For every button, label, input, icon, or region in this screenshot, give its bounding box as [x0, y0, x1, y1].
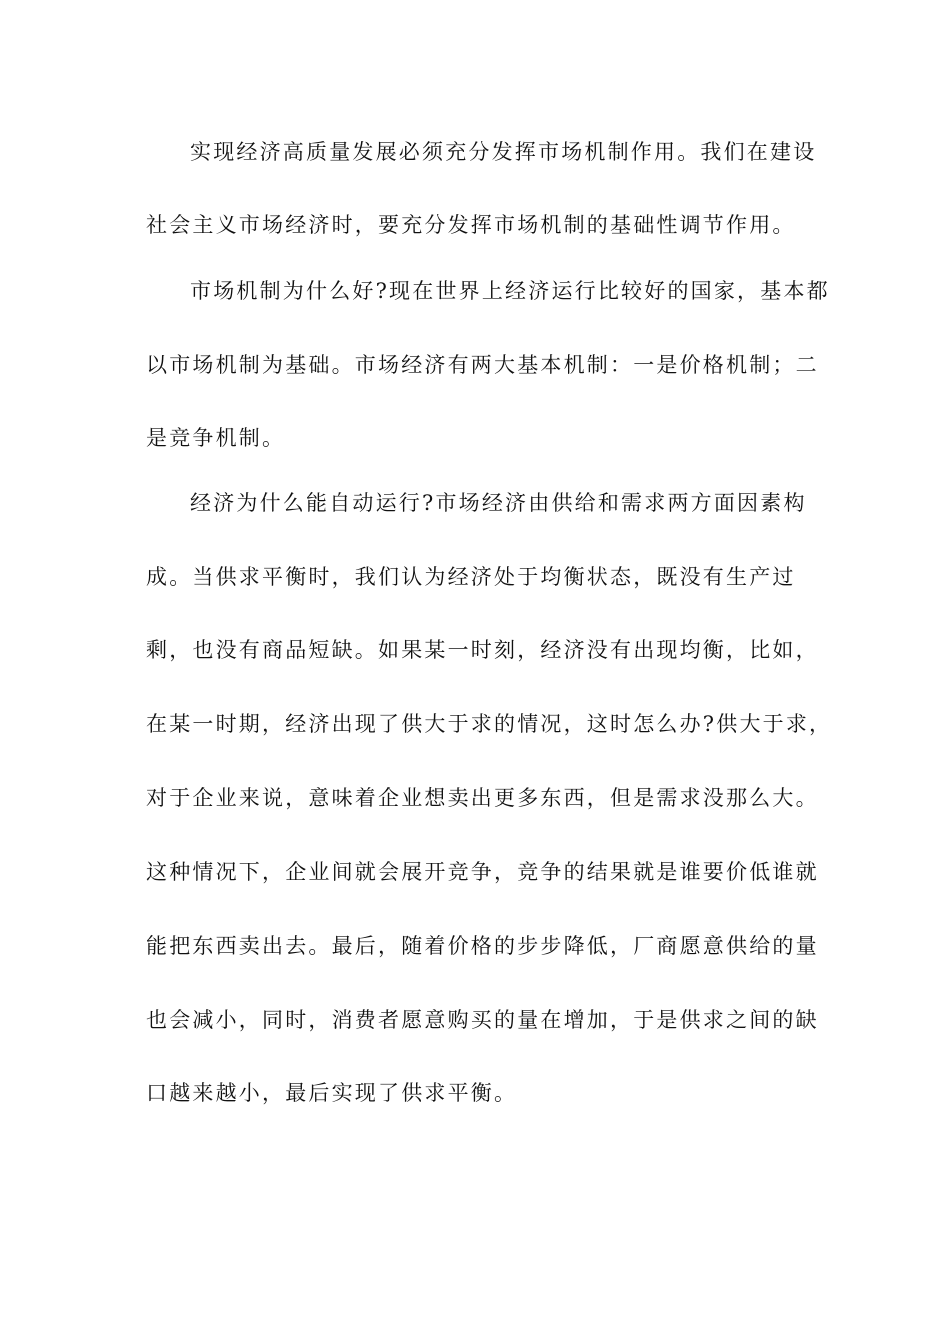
paragraph-2-line-1: 市场机制为什么好?现在世界上经济运行比较好的国家，基本都 [190, 279, 830, 303]
paragraph-3-line-1: 经济为什么能自动运行?市场经济由供给和需求两方面因素构 [190, 491, 807, 515]
paragraph-3-line-2: 成。当供求平衡时，我们认为经济处于均衡状态，既没有生产过 [146, 565, 796, 589]
paragraph-3-line-9: 口越来越小，最后实现了供求平衡。 [146, 1081, 518, 1105]
paragraph-3-line-5: 对于企业来说，意味着企业想卖出更多东西，但是需求没那么大。 [146, 786, 819, 810]
paragraph-2-line-2: 以市场机制为基础。市场经济有两大基本机制：一是价格机制；二 [146, 353, 819, 377]
paragraph-3-line-8: 也会减小，同时，消费者愿意购买的量在增加，于是供求之间的缺 [146, 1008, 819, 1032]
paragraph-3-line-4: 在某一时期，经济出现了供大于求的情况，这时怎么办?供大于求， [146, 712, 833, 736]
paragraph-2-line-3: 是竞争机制。 [146, 426, 286, 450]
paragraph-1-line-2: 社会主义市场经济时，要充分发挥市场机制的基础性调节作用。 [146, 213, 796, 237]
paragraph-3-line-7: 能把东西卖出去。最后，随着价格的步步降低，厂商愿意供给的量 [146, 934, 819, 958]
paragraph-3-line-6: 这种情况下，企业间就会展开竞争，竞争的结果就是谁要价低谁就 [146, 860, 819, 884]
paragraph-1-line-1: 实现经济高质量发展必须充分发挥市场机制作用。我们在建设 [190, 140, 817, 164]
paragraph-3-line-3: 剩，也没有商品短缺。如果某一时刻，经济没有出现均衡，比如， [146, 638, 819, 662]
